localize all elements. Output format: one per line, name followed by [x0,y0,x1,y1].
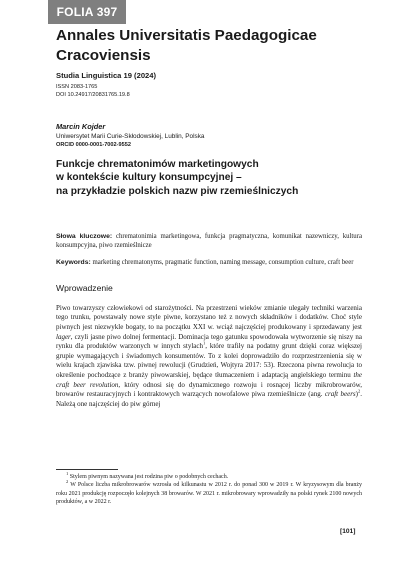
keywords-polish-text: chrematonimia marketingowa, funkcja pragmatyczna, komunikat nazewniczy, kultura konsumpcyjna, piwo rzemieślnicze [56,233,362,250]
footnote-text: W Polsce liczba mikrobrowarów wzrosła od kilkunastu w 2012 r. do ponad 300 w 2019 r. W kryzysowym dla branży roku 2021 produkcję rozpoczęło kolejnych 38 browarów. W 2021 r. mikrobrowary wprowadziły na polski rynek 2100 nowych produktów, a w 2022 r. [56,482,362,506]
journal-title: Annales Universitatis Paedagogicae Cracoviensis [56,27,317,64]
keywords-english [56,258,362,267]
article-title [56,158,362,198]
paragraph-text: Piwo towarzyszy człowiekowi od starożytności. Na przestrzeni wieków zmianie ulegały techniki warzenia tego trunku, powstawały nowe style piwne, korzystano też z nowych składników i dodatków. Choć style piwnych jest niezwykle bogaty, to na początku XXI w. wciąż najczęściej produkowany i sprzedawany jest [56,303,362,332]
footnote-ref[interactable]: 1 [203,340,206,346]
paragraph-emphasis: the craft beer revolution [56,370,362,389]
article-title-line: Funkcje chrematonimów marketingowych [56,159,259,170]
article-title-line: na przykładzie polskich nazw piw rzemieślniczych [56,185,299,197]
page-content [56,26,362,409]
author-name: Marcin Kojder [56,122,106,131]
body-paragraph [56,304,362,410]
footnote-number: 1 [66,471,69,476]
doi-label: DOI 10.24917/20831765.19.8 [56,92,130,98]
author-orcid: ORCID 0000-0001-7002-9552 [56,142,131,148]
keywords-english-text: marketing chrematonyms, pragmatic function, naming message, consumption culture, craft beer [92,258,354,266]
keywords-polish-label: Słowa kluczowe: [56,233,113,241]
folio-badge: FOLIA 397 [48,0,126,24]
issn-label: ISSN 2083-1765 [56,84,98,90]
keywords-english-label: Keywords: [56,258,91,266]
page-number: [101] [340,528,356,535]
footnote-ref[interactable]: 2 [358,388,361,394]
footnote-number: 2 [66,479,69,485]
section-heading: Wprowadzenie [56,282,113,293]
author-affiliation: Uniwersytet Marii Curie-Skłodowskiej, Lublin, Polska [56,133,205,140]
series-label: Studia Linguistica 19 (2024) [56,71,157,80]
paragraph-emphasis: lager [56,332,71,341]
paragraph-emphasis: craft beers [324,390,356,399]
paragraph-text: . Należą one najczęściej do piw górnej [56,390,363,408]
footnote-item [56,473,362,481]
paragraph-text: , czyli jasne piwo dolnej fermentacji. Dominacja tego gatunku spowodowała wytworzenie się niszy na rynku dla produktów warzonych w innych stylach [56,332,362,351]
footnote-item [56,481,362,506]
paragraph-text: ) [355,390,359,399]
paragraph-text: , który odnosi się do dynamicznego rozwoju i rosnącej liczby mikrobrowarów, browarów restauracyjnych i kontraktowych warzących nowofalowe piwa rzemieślnicze (ang. [56,380,363,399]
paragraph-text: , które trafiły na podatny grunt dzięki coraz większej grupie wymagających i świadomych konsumentów. To z kolei doprowadziło do rozprzestrzenienia się w wielu krajach zjawiska tzw. piwnej rewolucji (Grudzień, Wojtyra 2017: 53). Rzeczona piwna rewolucja to określenie pochodzące z branży piwowarskiej, będące tłumaczeniem i adaptacją angielskiego terminu [56,342,363,379]
article-title-line: w kontekście kultury konsumpcyjnej – [56,172,242,184]
keywords-polish [56,232,362,250]
footnote-divider [56,469,118,470]
footnotes [56,469,362,507]
footnote-text: Stylem piwnym nazywana jest rodzina piw o podobnych cechach. [69,474,229,480]
